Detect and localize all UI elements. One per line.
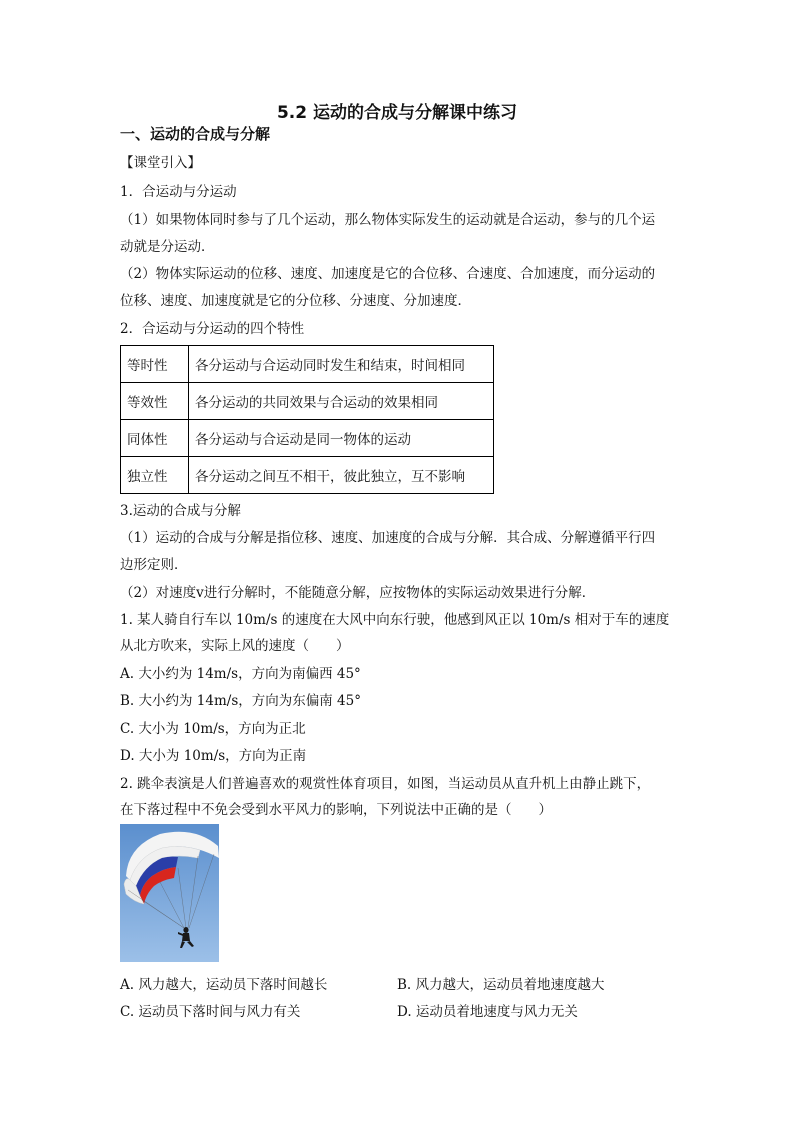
point-1a-line1: （1）如果物体同时参与了几个运动，那么物体实际发生的运动就是合运动，参与的几个运	[120, 212, 656, 228]
parachute-photo	[120, 824, 219, 962]
point-3a-line1: （1）运动的合成与分解是指位移、速度、加速度的合成与分解．其合成、分解遵循平行四	[120, 530, 656, 546]
feature-name: 独立性	[121, 457, 189, 494]
intro-label: 【课堂引入】	[120, 155, 201, 171]
question-1-option-d: D. 大小为 10m/s，方向为正南	[120, 748, 307, 764]
document-title: 5.2 运动的合成与分解课中练习	[276, 103, 518, 123]
question-2-option-d: D. 运动员着地速度与风力无关	[397, 1004, 578, 1020]
table-row	[121, 457, 494, 494]
point-1a-line2: 动就是分运动．	[120, 239, 215, 255]
point-3b: （2）对速度v进行分解时，不能随意分解，应按物体的实际运动效果进行分解．	[120, 585, 596, 601]
point-3-heading: 3.运动的合成与分解	[120, 503, 241, 519]
feature-desc: 各分运动与合运动是同一物体的运动	[189, 420, 494, 457]
feature-name: 等时性	[121, 346, 189, 383]
question-1-option-b: B. 大小约为 14m/s，方向为东偏南 45°	[120, 693, 361, 709]
question-2-option-c: C. 运动员下落时间与风力有关	[120, 1004, 301, 1020]
feature-desc: 各分运动之间互不相干，彼此独立，互不影响	[189, 457, 494, 494]
table-row	[121, 346, 494, 383]
question-1-line2: 从北方吹来，实际上风的速度（ ）	[120, 638, 350, 654]
question-2-option-b: B. 风力越大，运动员着地速度越大	[397, 977, 605, 993]
question-2-line2: 在下落过程中不免会受到水平风力的影响，下列说法中正确的是（ ）	[120, 802, 552, 818]
question-2-line1: 2. 跳伞表演是人们普遍喜欢的观赏性体育项目，如图，当运动员从直升机上由静止跳下，	[120, 776, 651, 792]
question-1-line1: 1. 某人骑自行车以 10m/s 的速度在大风中向东行驶，他感到风正以 10m/s 相对于车的速度	[120, 612, 670, 628]
question-1-option-a: A. 大小约为 14m/s，方向为南偏西 45°	[120, 666, 361, 682]
feature-desc: 各分运动与合运动同时发生和结束，时间相同	[189, 346, 494, 383]
feature-desc: 各分运动的共同效果与合运动的效果相同	[189, 383, 494, 420]
features-table	[120, 345, 494, 494]
point-2-heading: 2．合运动与分运动的四个特性	[120, 321, 305, 337]
table-row	[121, 383, 494, 420]
point-1b-line1: （2）物体实际运动的位移、速度、加速度是它的合位移、合速度、合加速度，而分运动的	[120, 266, 656, 282]
feature-name: 等效性	[121, 383, 189, 420]
section-heading: 一、运动的合成与分解	[120, 125, 271, 143]
table-row	[121, 420, 494, 457]
point-1b-line2: 位移、速度、加速度就是它的分位移、分速度、分加速度．	[120, 293, 471, 309]
question-1-option-c: C. 大小为 10m/s，方向为正北	[120, 721, 306, 737]
point-1-heading: 1．合运动与分运动	[120, 184, 237, 200]
point-3a-line2: 边形定则．	[120, 557, 188, 573]
question-2-option-a: A. 风力越大，运动员下落时间越长	[120, 977, 328, 993]
feature-name: 同体性	[121, 420, 189, 457]
